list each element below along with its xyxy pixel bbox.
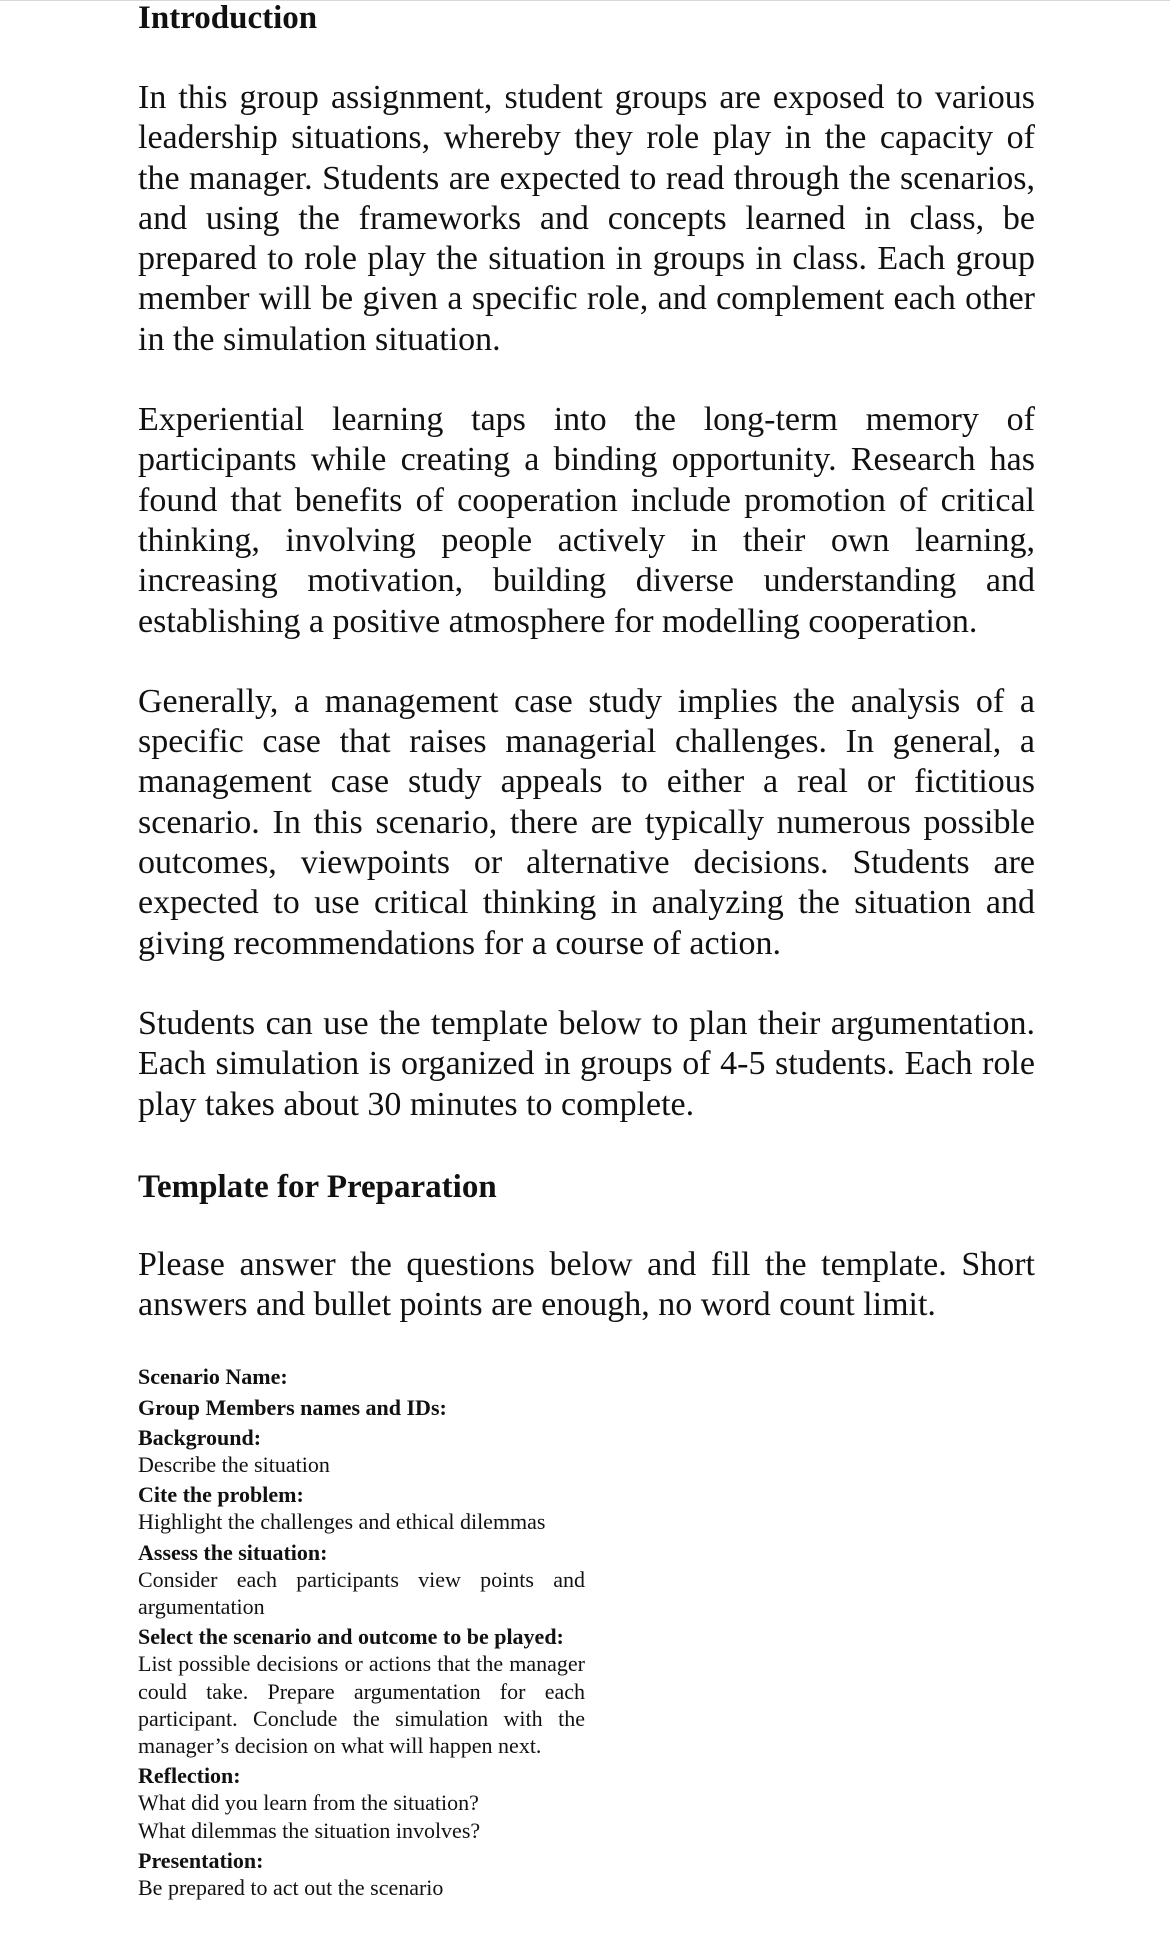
- template-heading: Template for Preparation: [138, 1168, 497, 1205]
- presentation-label: Presentation:: [138, 1847, 264, 1873]
- template-intro-paragraph: Please answer the questions below and fill the template. Short answers and bullet points are enough, no word count limit.: [138, 1245, 1035, 1324]
- background-label: Background:: [138, 1424, 262, 1450]
- document-page: [138, 0, 1035, 1901]
- assess-description: Consider each participants view points and argumentation: [138, 1566, 585, 1620]
- reflection-question-2: What dilemmas the situation involves?: [138, 1817, 481, 1843]
- select-scenario-description: List possible decisions or actions that the manager could take. Prepare argumentation for each participant. Conclude the simulation with the manager’s decision on what will happen next.: [138, 1651, 585, 1759]
- intro-paragraph-1: In this group assignment, student groups are exposed to various leadership situations, whereby they role play in the capacity of the manager. Students are expected to read through the scenarios, and using the frameworks and concepts learned in class, be prepared to role play the situation in groups in class. Each group member will be given a specific role, and complement each other in the simulation situation.: [138, 79, 1035, 358]
- assess-label: Assess the situation:: [138, 1539, 328, 1565]
- intro-paragraph-2: Experiential learning taps into the long-term memory of participants while creating a binding opportunity. Research has found that benefits of cooperation include promotion of critical thinking, involving people actively in their own learning, increasing motivation, building diverse understanding and establishing a positive atmosphere for modelling cooperation.: [138, 401, 1035, 640]
- problem-description: Highlight the challenges and ethical dilemmas: [138, 1509, 546, 1535]
- scenario-name-label: Scenario Name:: [138, 1364, 288, 1390]
- select-scenario-label: Select the scenario and outcome to be played:: [138, 1624, 564, 1650]
- problem-label: Cite the problem:: [138, 1482, 304, 1508]
- reflection-label: Reflection:: [138, 1763, 241, 1789]
- intro-paragraph-3: Generally, a management case study implies the analysis of a specific case that raises managerial challenges. In general, a management case study appeals to either a real or fictitious scenario. In this scenario, there are typically numerous possible outcomes, viewpoints or alternative decisions. Students are expected to use critical thinking in analyzing the situation and giving recommendations for a course of action.: [138, 682, 1035, 962]
- group-members-label: Group Members names and IDs:: [138, 1394, 447, 1420]
- presentation-description: Be prepared to act out the scenario: [138, 1875, 444, 1901]
- introduction-heading: Introduction: [138, 0, 318, 36]
- preparation-template: [138, 1363, 585, 1901]
- background-description: Describe the situation: [138, 1452, 330, 1478]
- reflection-question-1: What did you learn from the situation?: [138, 1790, 479, 1816]
- intro-paragraph-4: Students can use the template below to plan their argumentation. Each simulation is organized in groups of 4-5 students. Each role play takes about 30 minutes to complete.: [138, 1004, 1035, 1123]
